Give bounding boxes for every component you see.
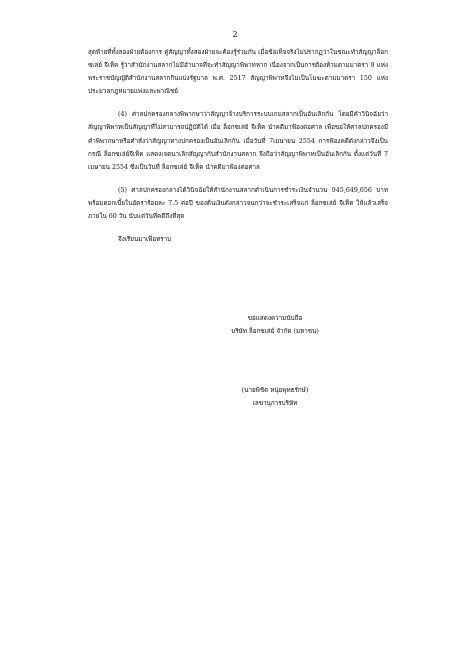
closing-company: บริษัท ล็อกซเล่ย์ จำกัด (มหาชน) <box>231 328 319 335</box>
paragraph-continuation: สุดท้ายที่ทั้งสองฝ่ายต้องการ คู่สัญญาทั้งสองฝ่ายจะต้องรู้ร่วมกัน เมื่อข้อเท็จจริงไม่ปรากฏว่าในขณะทำสัญญาล็อกซเล่ย์ จีเท็ค รู้ว่าสำนักงานสลากไม่มีอำนาจที่จะทำสัญญาพิพาทหาก เนื่องจากเป็นการต้องห้ามตามมาตรา 9 แห่งพระราชบัญญัติสำนักงานสลากกินแบ่งรัฐบาล พ.ศ. 2517 สัญญาพิพาทจึงไม่เป็นโมฆะตามมาตรา 150 แห่งประมวลกฎหมายแพ่งและพาณิชย์ <box>88 49 388 96</box>
signatory-name: (นายพิชิต หนุ่ยพุทธรักษ์) <box>241 387 309 394</box>
signature-block <box>220 384 330 410</box>
paragraph-gap <box>88 223 388 233</box>
paragraph-gap <box>88 174 388 184</box>
signatory-title: เลขานุการบริษัท <box>252 400 298 407</box>
paragraph-gap <box>88 98 388 108</box>
closing-sentence: จึงเรียนมาเพื่อทราบ <box>118 236 172 244</box>
letter-body <box>88 46 388 246</box>
closing-block <box>220 312 330 338</box>
page-number: 2 <box>232 30 238 39</box>
closing-regards: ขอแสดงความนับถือ <box>247 315 303 322</box>
paragraph-item-4: (4) ศาลปกครองกลางพิพากษาว่าสัญญาจ้างบริการระบบเกมสลากเป็นอันเลิกกัน โดยมีคำวินิจฉัยว่า สัญญาพิพาทเป็นสัญญาที่ไม่สามารถปฏิบัติได้ เมื่อ ล็อกซเล่ย์ จีเท็ค นำคดีมาฟ้องต่อศาล เพื่อขอให้ศาลปกครองมีคำพิพากษาหรือคำสั่งว่าสัญญาทางปกครองเป็นอันเลิกกัน เมื่อวันที่ 7เมษายน 2554 การฟ้องคดีดังกล่าวจึงเป็นกรณี ล็อกซเล่ย์จีเท็ค แสดงเจตนาเลิกสัญญากับสำนักงานสลาก จึงถือว่าสัญญาพิพาทเป็นอันเลิกกัน ตั้งแต่วันที่ 7 เมษายน 2554 ซึ่งเป็นวันที่ ล็อกซเล่ย์ จีเท็ค นำคดีมาฟ้องต่อศาล <box>88 111 388 171</box>
paragraph-item-5: (5) ศาลปกครองกลางได้วินิจฉัยให้สำนักงานสลากดำเนินการชำระเงินจำนวน 945,649,656 บาท พร้อมดอกเบี้ยในอัตราร้อยละ 7.5 ต่อปี ของต้นเงินดังกล่าวจนกว่าจะชำระเสร็จแก่ ล็อกซเล่ย์ จีเท็ค ให้แล้วเสร็จภายใน 60 วัน นับแต่วันที่คดีถึงที่สุด <box>88 186 388 221</box>
